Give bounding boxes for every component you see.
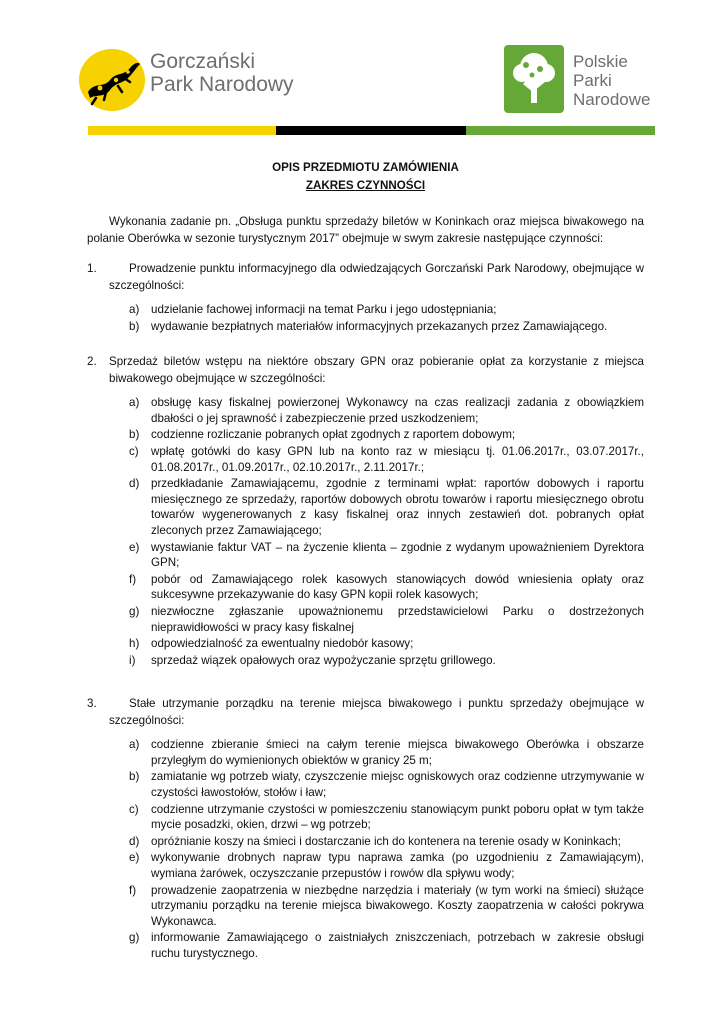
list-item-letter: g) (129, 931, 140, 945)
header-stripe-black (276, 126, 466, 135)
list-item-letter: a) (129, 303, 140, 316)
list-item-letter: e) (129, 851, 140, 865)
document-subtitle: ZAKRES CZYNNOŚCI (305, 178, 426, 192)
tree-logo-icon (502, 43, 566, 115)
gpn-logo-line-2: Park Narodowy (150, 73, 294, 96)
gpn-logo-line-1: Gorczański (150, 50, 256, 73)
list-item (129, 834, 644, 850)
list-item (129, 302, 644, 318)
list-item (129, 930, 644, 961)
list-item-text: opróżnianie koszy na śmieci i dostarczanie ich do kontenera na terenie osady w Koninkach; (151, 834, 621, 848)
list-item-text: codzienne rozliczanie pobranych opłat zgodnych z raportem dobowym; (151, 428, 516, 442)
list-item (129, 427, 644, 443)
list-item (129, 395, 644, 426)
list-item (129, 737, 644, 768)
section-heading (87, 696, 644, 729)
list-item-letter: d) (129, 477, 140, 491)
list-item-text: codzienne utrzymanie czystości w pomieszczeniu stanowiącym punkt poboru opłat w tym także mycie posadzki, okien, drzwi – wg potrzeb; (151, 802, 644, 832)
list-item-text: informowanie Zamawiającego o zaistniałych zniszczeniach, potrzebach w zakresie obsługi ruchu turystycznego. (151, 931, 644, 960)
list-item-letter: b) (129, 428, 140, 442)
list-item (129, 572, 644, 603)
header-stripe-yellow (88, 126, 276, 135)
letterhead (0, 0, 725, 135)
list-item (129, 604, 644, 635)
list-item (129, 444, 644, 475)
list-item-letter: g) (129, 604, 140, 618)
list-item-letter: d) (129, 834, 140, 848)
list-item-text: sprzedaż wiązek opałowych oraz wypożyczanie sprzętu grillowego. (151, 653, 496, 667)
ppn-logo-line-1: Polskie (573, 52, 628, 71)
section-heading (87, 354, 644, 387)
intro-paragraph: Wykonania zadanie pn. „Obsługa punktu sprzedaży biletów w Koninkach oraz miejsca biwakowego na polanie Oberówka w sezonie turystycznym 2017” obejmuje w swym zakresie następujące czynności: (87, 215, 644, 245)
header-stripe-green (466, 126, 655, 135)
list-item-text: odpowiedzialność za ewentualny niedobór kasowy; (151, 637, 414, 651)
list-item-text: pobór od Zamawiającego rolek kasowych stanowiących dowód wniesienia opłaty oraz sukcesywne przekazywanie do kasy GPN kopii rolek kasowych; (151, 572, 644, 602)
list-item-text: prowadzenie zaopatrzenia w niezbędne narzędzia i materiały (w tym worki na śmieci) służące utrzymaniu porządku na terenie miejsca biwakowego. Koszty zaopatrzenia w całości pokrywa Wykonawca. (151, 883, 644, 928)
ppn-logo-text (573, 52, 651, 109)
list-item (129, 883, 644, 930)
list-item-text: niezwłoczne zgłaszanie upoważnionemu przedstawicielowi Parku o dostrzeżonych nieprawidłowości w pracy kasy fiskalnej (151, 604, 644, 634)
list-item-text: obsługę kasy fiskalnej powierzonej Wykonawcy na czas realizacji zadania z obowiązkiem dbałości o jej sprawność i zabezpieczenie przed uszkodzeniem; (151, 396, 644, 425)
section-number: 2. (87, 355, 97, 369)
list-item-text: wystawianie faktur VAT – na życzenie klienta – zgodnie z wydanym upoważnieniem Dyrektora GPN; (151, 540, 644, 570)
section-text: Stałe utrzymanie porządku na terenie miejsca biwakowego i punktu sprzedaży obejmujące w szczególności: (109, 697, 644, 727)
list-item-letter: h) (129, 637, 140, 651)
list-item (129, 636, 644, 652)
section-number: 3. (87, 697, 97, 711)
list-item (129, 802, 644, 833)
ppn-logo-line-3: Narodowe (573, 90, 651, 109)
ppn-logo-line-2: Parki (573, 71, 612, 90)
section-number: 1. (87, 262, 97, 275)
list-item (129, 769, 644, 800)
list-item-letter: f) (129, 572, 137, 586)
list-item-letter: b) (129, 319, 140, 333)
salamander-logo-icon (78, 48, 146, 112)
section-heading (87, 261, 644, 294)
list-item-letter: a) (129, 738, 140, 752)
list-item (129, 319, 644, 335)
sections-list (87, 261, 644, 962)
subitem-list (87, 395, 644, 668)
list-item (129, 540, 644, 571)
list-item-letter: c) (129, 444, 139, 458)
list-item-letter: a) (129, 396, 140, 410)
list-item-text: wpłatę gotówki do kasy GPN lub na konto raz w miesiącu tj. 01.06.2017r., 03.07.2017r., 01.08.2017r., 01.09.2017r., 02.10.2017r., 2.11.2017r.; (151, 444, 644, 474)
list-item (129, 653, 644, 669)
list-item (129, 850, 644, 881)
list-item-letter: i) (129, 653, 136, 667)
document-body (87, 160, 644, 963)
gpn-logo-text (150, 50, 294, 96)
list-item-letter: f) (129, 883, 137, 897)
list-item (129, 476, 644, 538)
list-item-text: przedkładanie Zamawiającemu, zgodnie z terminami wpłat: raportów dobowych i raportu miesięcznego ze sprzedaży, raportów dobowych obrotu towarów i raportu miesięcznego obrotu towarów wygenerowanych z kasy fiskalnej oraz innych zestawień dot. pobranych opłat zleconych przez Zamawiającego; (151, 477, 644, 537)
list-item-text: codzienne zbieranie śmieci na całym terenie miejsca biwakowego Oberówka i obszarze przyległym do wymienionych obiektów w granicy 25 m; (151, 738, 644, 767)
list-item-text: udzielanie fachowej informacji na temat Parku i jego udostępniania; (151, 303, 497, 316)
subitem-list (87, 302, 644, 334)
list-item-letter: c) (129, 802, 139, 816)
subitem-list (87, 737, 644, 961)
list-item-letter: b) (129, 770, 140, 784)
list-item-letter: e) (129, 540, 140, 554)
section-3 (87, 696, 644, 961)
section-1 (87, 261, 644, 334)
list-item-text: wydawanie bezpłatnych materiałów informacyjnych przekazanych przez Zamawiającego. (151, 319, 608, 333)
list-item-text: wykonywanie drobnych napraw typu naprawa zamka (po uzgodnieniu z Zamawiającym), wymiana żarówek, oczyszczanie przepustów i rowów dla spływu wody; (151, 851, 644, 881)
section-text: Sprzedaż biletów wstępu na niektóre obszary GPN oraz pobieranie opłat za korzystanie z miejsca biwakowego obejmujące w szczególności: (109, 355, 644, 385)
section-text: Prowadzenie punktu informacyjnego dla odwiedzających Gorczański Park Narodowy, obejmujące w szczególności: (109, 262, 644, 292)
document-title: OPIS PRZEDMIOTU ZAMÓWIENIA (272, 161, 459, 174)
list-item-text: zamiatanie wg potrzeb wiaty, czyszczenie miejsc ogniskowych oraz codzienne utrzymywanie w czystości ławostołów, stołów i ław; (151, 770, 644, 800)
section-2 (87, 354, 644, 668)
